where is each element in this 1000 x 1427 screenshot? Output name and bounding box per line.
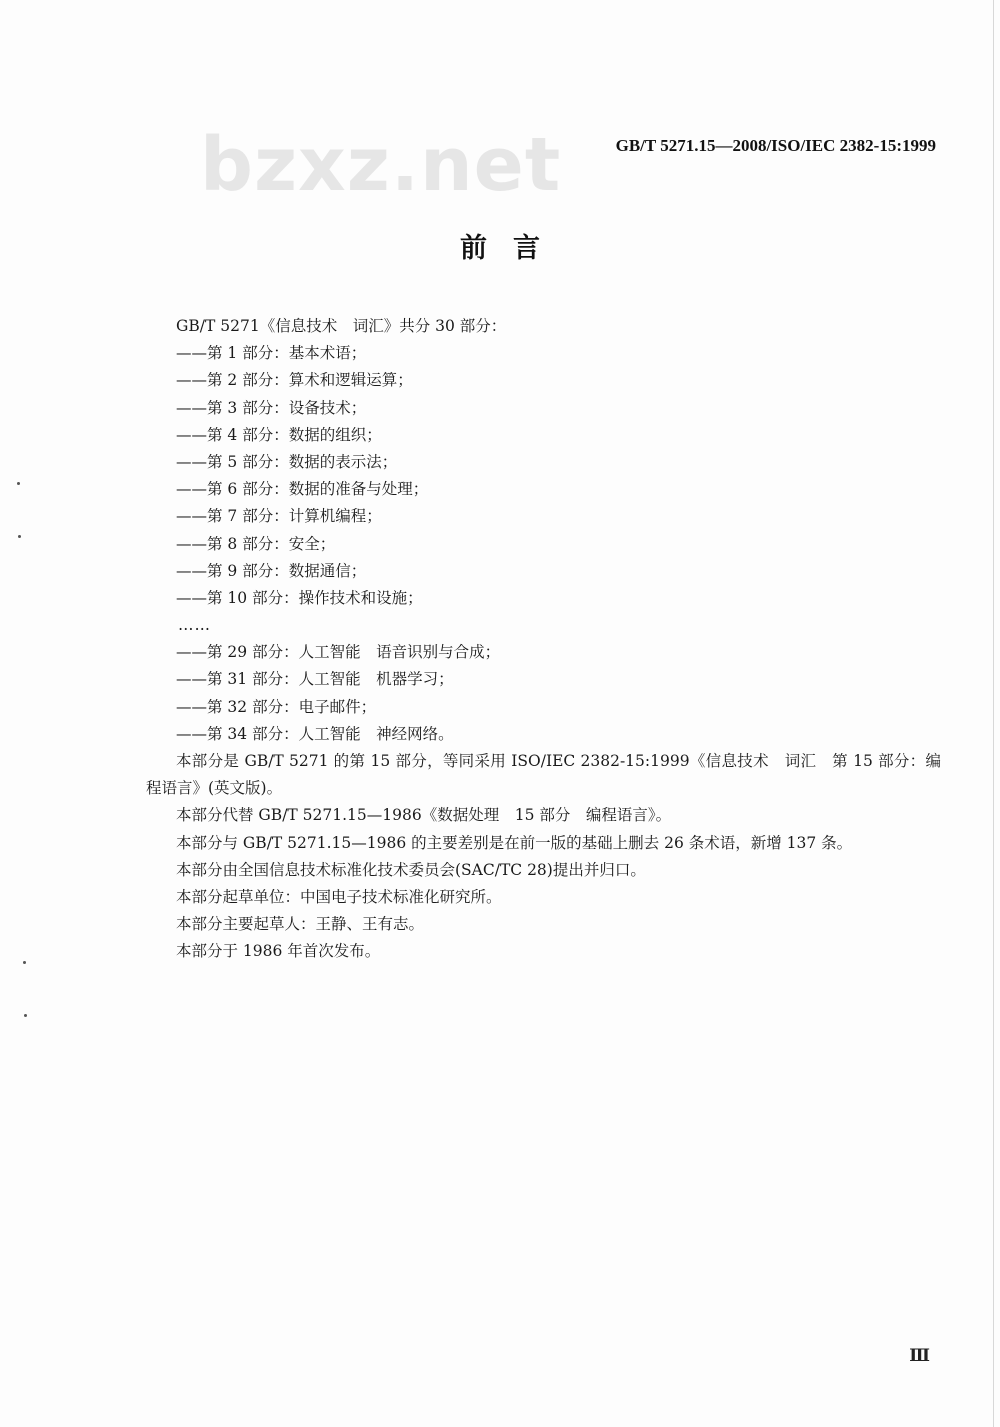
margin-mark — [23, 961, 26, 964]
ellipsis: …… — [178, 616, 211, 635]
part-item: ——第 31 部分：人工智能 机器学习； — [176, 670, 454, 689]
differences-paragraph: 本部分与 GB/T 5271.15—1986 的主要差别是在前一版的基础上删去 26 条术语，新增 137 条。 — [176, 833, 853, 852]
page-edge-line — [993, 0, 994, 1427]
part-item: ——第 6 部分：数据的准备与处理； — [176, 480, 429, 499]
part-item: ——第 10 部分：操作技术和设施； — [176, 588, 423, 607]
part-item: ——第 9 部分：数据通信； — [176, 561, 367, 580]
part-item: ——第 4 部分：数据的组织； — [176, 425, 382, 444]
part-item: ——第 7 部分：计算机编程； — [176, 507, 382, 526]
margin-mark — [18, 535, 21, 538]
first-issued-paragraph: 本部分于 1986 年首次发布。 — [176, 942, 381, 961]
drafting-unit-paragraph: 本部分起草单位：中国电子技术标准化研究所。 — [176, 887, 502, 906]
part-item: ——第 8 部分：安全； — [176, 534, 336, 553]
intro-line: GB/T 5271《信息技术 词汇》共分 30 部分： — [176, 317, 507, 335]
drafters-paragraph: 本部分主要起草人：王静、王有志。 — [176, 915, 425, 934]
part-item: ——第 32 部分：电子邮件； — [176, 697, 377, 716]
adoption-paragraph: 本部分是 GB/T 5271 的第 15 部分，等同采用 ISO/IEC 2382-15:1999《信息技术 词汇 第 15 部分：编程语言》(英文版)。 — [146, 752, 941, 798]
part-item: ——第 29 部分：人工智能 语音识别与合成； — [176, 643, 501, 662]
margin-mark — [17, 482, 20, 485]
proposed-by-paragraph: 本部分由全国信息技术标准化技术委员会(SAC/TC 28)提出并归口。 — [176, 860, 646, 879]
page-number: Ⅲ — [909, 1346, 930, 1365]
foreword-body — [146, 313, 941, 966]
standard-number: GB/T 5271.15—2008/ISO/IEC 2382-15:1999 — [615, 136, 936, 155]
watermark: bzxz.net — [200, 122, 562, 208]
part-item: ——第 3 部分：设备技术； — [176, 398, 367, 417]
part-item: ——第 2 部分：算术和逻辑运算； — [176, 371, 413, 390]
part-item: ——第 5 部分：数据的表示法； — [176, 452, 398, 471]
margin-mark — [24, 1014, 27, 1017]
page-title: 前言 — [460, 233, 566, 264]
part-item: ——第 34 部分：人工智能 神经网络。 — [176, 724, 454, 743]
part-item: ——第 1 部分：基本术语； — [176, 344, 367, 363]
replaces-paragraph: 本部分代替 GB/T 5271.15—1986《数据处理 15 部分 编程语言》。 — [176, 806, 672, 825]
